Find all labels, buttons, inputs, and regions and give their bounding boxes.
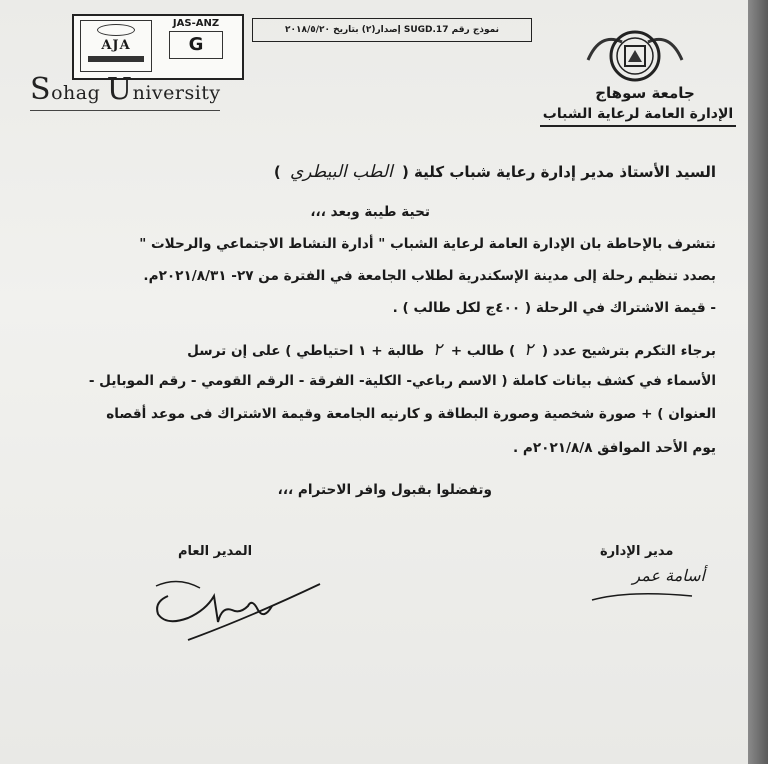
paragraph-line-4: برجاء التكرم بترشيح عدد ( ٢ ) طالب + ٢ طالبة + ١ احتياطي ) على إن ترسل: [187, 340, 716, 360]
department-manager-signature: أسامة عمر: [632, 566, 705, 585]
department-name: الإدارة العامة لرعاية الشباب: [540, 106, 736, 127]
addressee: السيد الأستاذ مدير إدارة رعاية شباب كلية ( الطب البيطري ): [273, 162, 716, 182]
greeting: تحية طيبة وبعد ،،،: [310, 204, 430, 220]
faculty-handwritten: الطب البيطري: [289, 162, 393, 182]
department-manager-title: مدير الإدارة: [600, 544, 674, 559]
paragraph-line-3: - قيمة الاشتراك في الرحلة ( ٤٠٠ج لكل طالب ) .: [392, 300, 716, 316]
jas-anz-title: JAS-ANZ: [172, 18, 220, 29]
university-seal-icon: [580, 20, 690, 90]
female-count-handwritten: ٢: [432, 340, 443, 360]
male-count-handwritten: ٢: [523, 340, 534, 360]
jas-anz-mark: G: [169, 31, 223, 59]
jas-anz-logo: [156, 18, 236, 70]
page-edge-shadow: [748, 0, 768, 764]
aja-logo-text: AJA: [101, 38, 131, 53]
university-name-arabic: جامعة سوهاج: [595, 84, 695, 102]
header-rule: [30, 110, 220, 111]
signature-underline-icon: [588, 586, 698, 610]
general-manager-signature-icon: [148, 566, 338, 646]
paragraph-line-7: يوم الأحد الموافق ٢٠٢١/٨/٨م .: [512, 440, 716, 456]
paragraph-line-6: العنوان ) + صورة شخصية وصورة البطاقة و كارنيه الجامعة وقيمة الاشتراك فى موعد أقصاه: [106, 406, 716, 422]
aja-logo: [80, 20, 152, 72]
certification-logos: [72, 14, 244, 80]
closing: وتفضلوا بقبول وافر الاحترام ،،،: [277, 482, 492, 498]
paragraph-line-5: الأسماء في كشف بيانات كاملة ( الاسم رباعي- الكلية- الفرقة - الرقم القومي - رقم الموبايل -: [88, 373, 716, 389]
form-reference: نموذج رقم SUGD.17 إصدار(٢) بتاريخ ٢٠١٨/٥/٢٠: [252, 18, 532, 42]
university-name-english: Sohag University: [30, 72, 221, 107]
paragraph-line-1: نتشرف بالإحاطة بان الإدارة العامة لرعاية الشباب " أدارة النشاط الاجتماعي والرحلات ": [139, 236, 716, 252]
paragraph-line-2: بصدد تنظيم رحلة إلى مدينة الإسكندرية لطلاب الجامعة في الفترة من ٢٧- ٢٠٢١/٨/٣١م.: [143, 268, 716, 284]
general-manager-title: المدير العام: [178, 544, 253, 559]
